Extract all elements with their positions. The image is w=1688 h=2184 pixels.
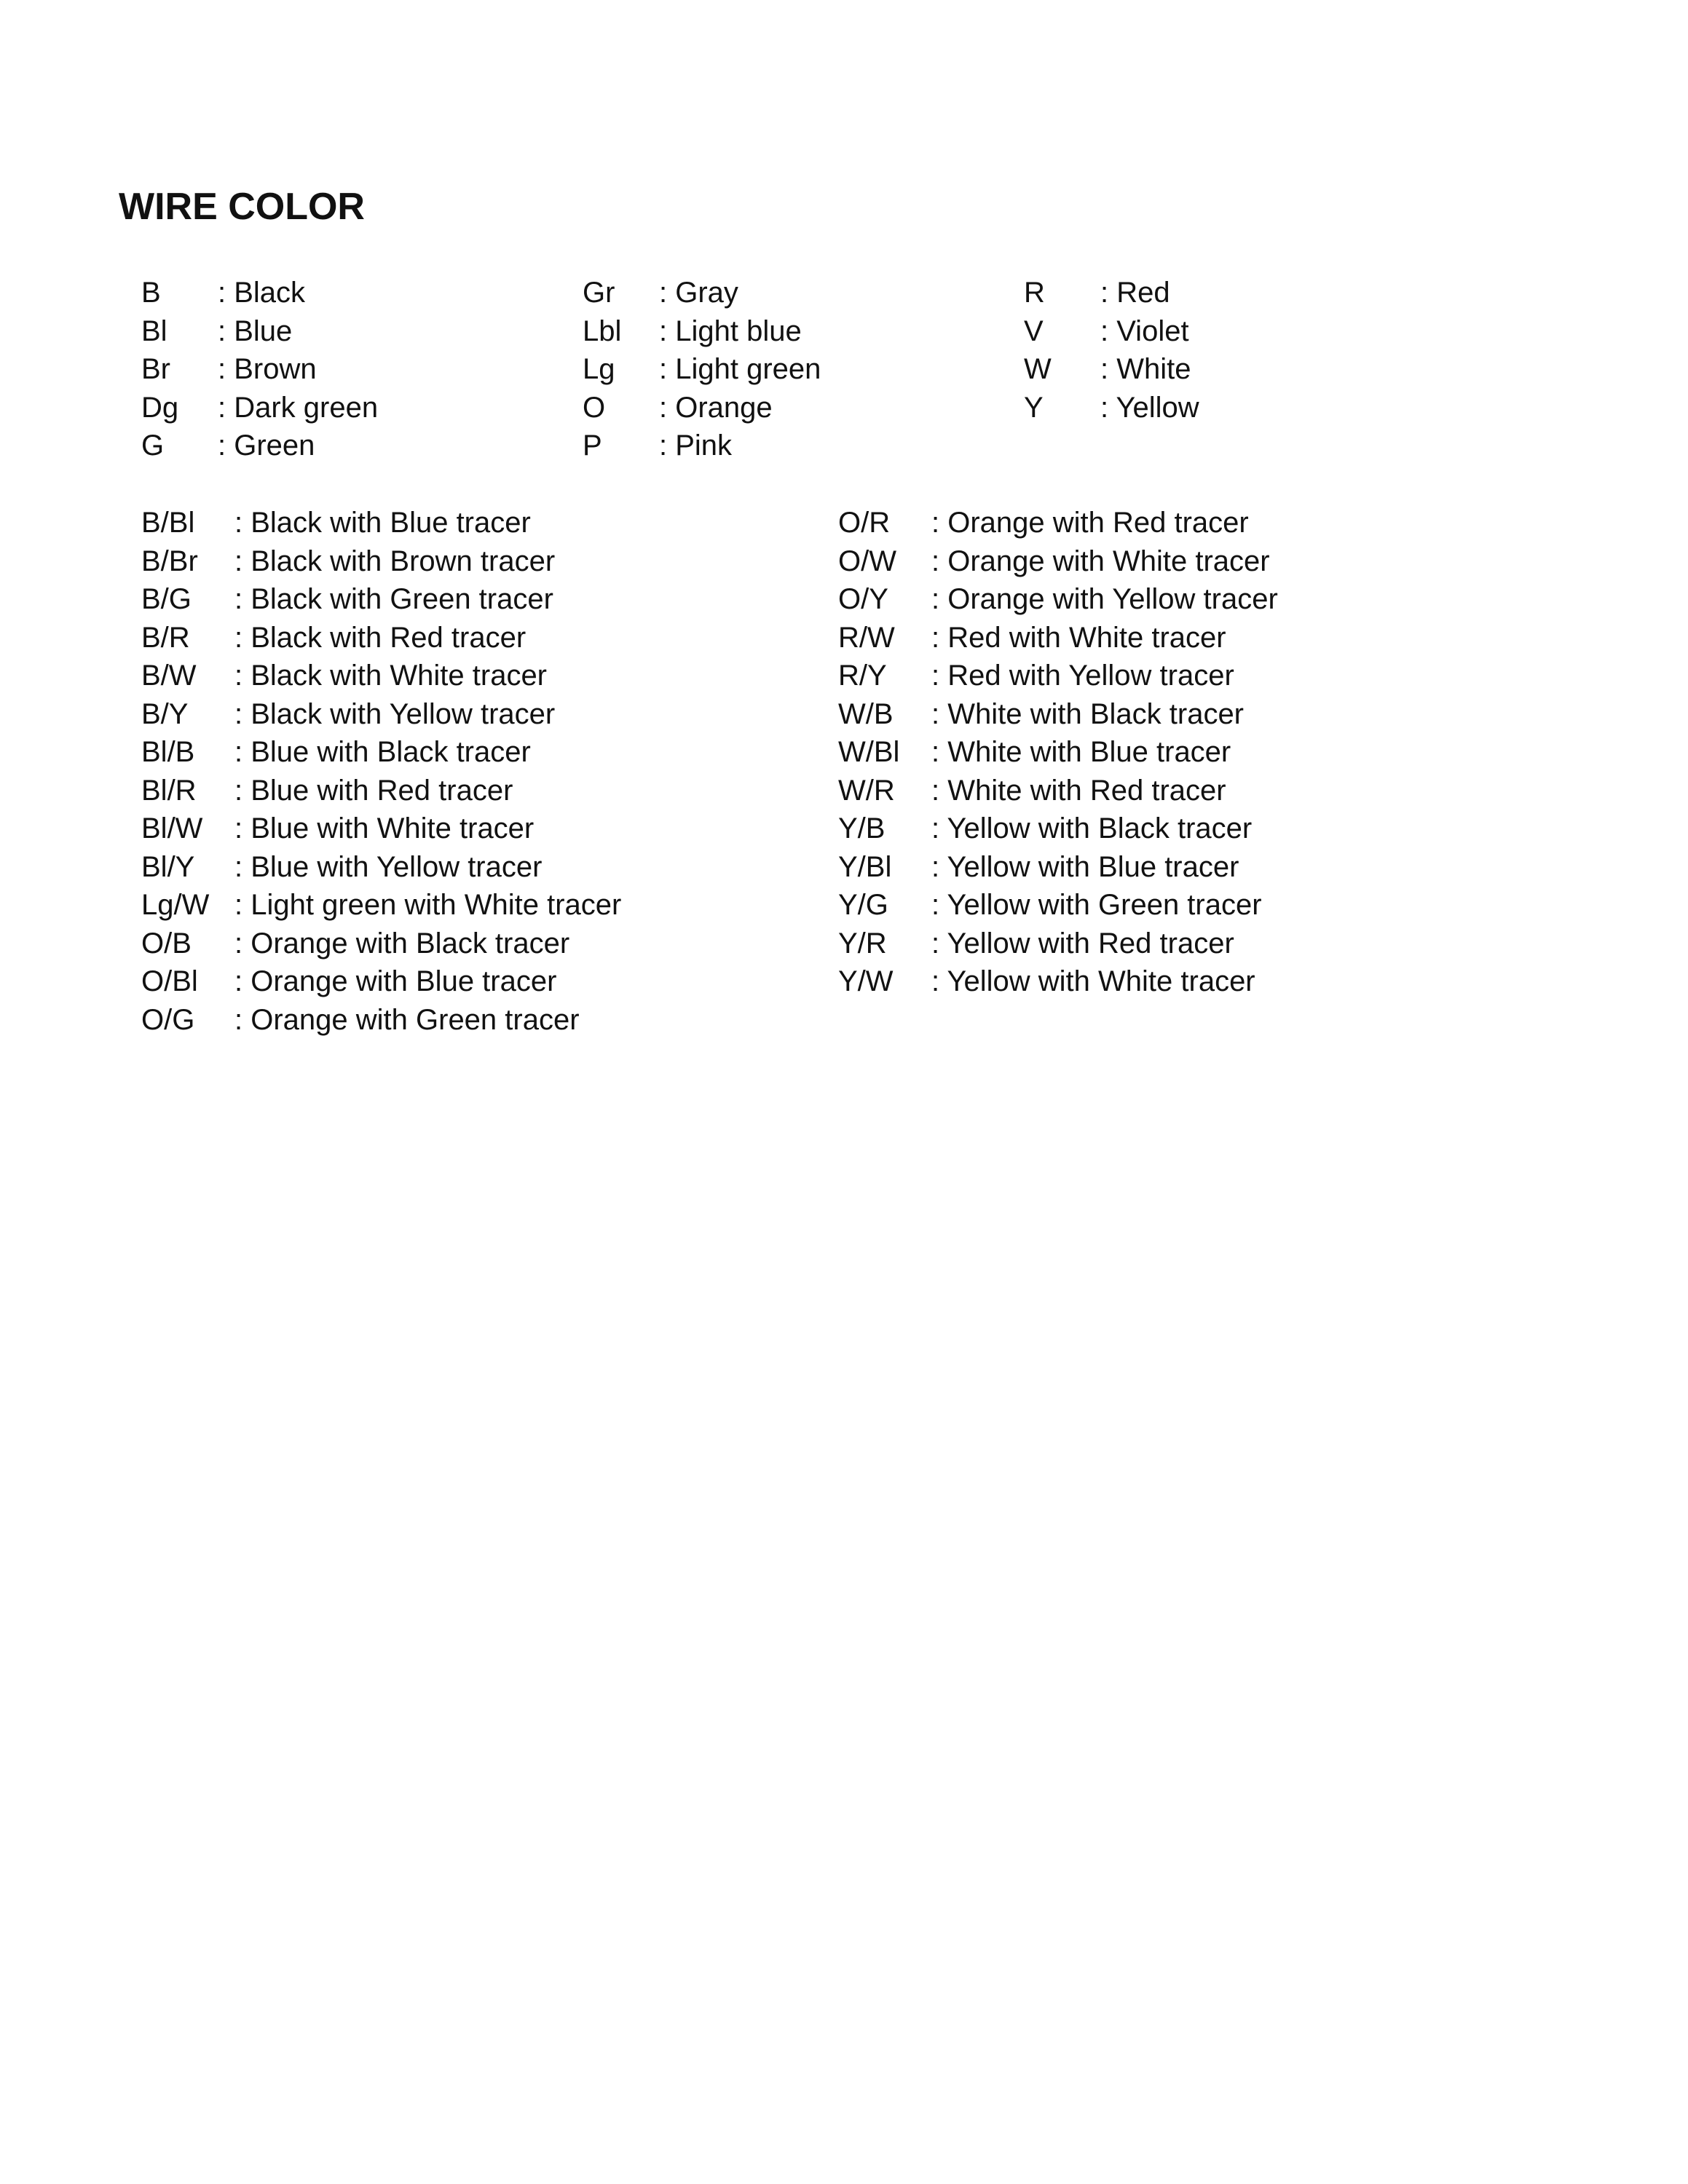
wire-color-description: : Orange with Blue tracer: [234, 965, 557, 997]
wire-color-code: Lbl: [583, 314, 622, 347]
wire-color-code: B/Bl: [141, 507, 195, 539]
wire-color-code: Y/G: [838, 889, 888, 921]
wire-color-code: Y/B: [838, 812, 886, 844]
wire-color-description: : Light blue: [659, 314, 802, 347]
wire-color-code: W/B: [838, 697, 894, 730]
wire-color-description: : Yellow: [1100, 391, 1199, 424]
wire-color-description: : Black with Red tracer: [234, 621, 526, 654]
wire-color-code: O/Y: [838, 583, 888, 615]
wire-color-code: Bl/Y: [141, 850, 195, 883]
wire-color-code: O/R: [838, 507, 891, 539]
wire-color-code: G: [141, 430, 165, 462]
wire-color-code: W/R: [838, 774, 895, 807]
wire-color-description: : White: [1100, 353, 1191, 385]
wire-color-description: : Blue with White tracer: [234, 812, 535, 844]
wire-color-code: B: [141, 277, 161, 309]
wire-color-code: Y/Bl: [838, 850, 892, 883]
wire-color-code: O/Bl: [141, 965, 198, 997]
wire-color-description: : Black with Green tracer: [234, 583, 553, 615]
wire-color-description: : Red with White tracer: [931, 621, 1226, 654]
wire-color-code: R: [1024, 277, 1045, 309]
wire-color-description: : Brown: [218, 353, 317, 385]
wire-color-description: : Orange: [659, 391, 773, 424]
wire-color-code: R/W: [838, 621, 895, 654]
wire-color-code: Y/W: [838, 965, 894, 997]
wire-color-description: : Blue with Red tracer: [234, 774, 513, 807]
wire-color-description: : Black with Blue tracer: [234, 507, 531, 539]
wire-color-code: B/G: [141, 583, 192, 615]
wire-color-description: : Black: [218, 277, 306, 309]
wire-color-code: R/Y: [838, 660, 887, 692]
wire-color-description: : Red with Yellow tracer: [931, 660, 1234, 692]
wire-color-code: W/Bl: [838, 736, 900, 768]
wire-color-code: Bl: [141, 314, 167, 347]
wire-color-description: : Yellow with Green tracer: [931, 889, 1262, 921]
wire-color-code: Bl/B: [141, 736, 195, 768]
wire-color-code: B/R: [141, 621, 190, 654]
wire-color-description: : White with Blue tracer: [931, 736, 1231, 768]
wire-color-description: : Orange with White tracer: [931, 545, 1270, 577]
wire-color-code: O/B: [141, 927, 192, 960]
wire-color-description: : Orange with Green tracer: [234, 1003, 580, 1036]
wire-color-code: W: [1024, 353, 1052, 385]
wire-color-description: : Black with White tracer: [234, 660, 548, 692]
page-title: WIRE COLOR: [119, 186, 365, 228]
wire-color-description: : Black with Brown tracer: [234, 545, 556, 577]
wire-color-code: Lg/W: [141, 889, 210, 921]
wire-color-code: Lg: [583, 353, 615, 385]
wire-color-description: : Dark green: [218, 391, 379, 424]
wire-color-code: Br: [141, 353, 170, 385]
wire-color-code: O/W: [838, 545, 896, 577]
wire-color-code: V: [1024, 314, 1044, 347]
wire-color-description: : Orange with Black tracer: [234, 927, 570, 960]
wire-color-description: : Pink: [659, 430, 733, 462]
wire-color-description: : Red: [1100, 277, 1170, 309]
wire-color-code: B/Br: [141, 545, 198, 577]
wire-color-description: : Yellow with Blue tracer: [931, 850, 1239, 883]
wire-color-code: Gr: [583, 277, 615, 309]
wire-color-description: : Yellow with Black tracer: [931, 812, 1253, 844]
wire-color-description: : Violet: [1100, 314, 1189, 347]
wire-color-description: : Gray: [659, 277, 738, 309]
wire-color-description: : Orange with Yellow tracer: [931, 583, 1278, 615]
wire-color-description: : White with Red tracer: [931, 774, 1226, 807]
wire-color-code: Dg: [141, 391, 179, 424]
wire-color-description: : Black with Yellow tracer: [234, 697, 556, 730]
wire-color-description: : White with Black tracer: [931, 697, 1245, 730]
wire-color-code: Bl/W: [141, 812, 203, 844]
wire-color-code: P: [583, 430, 602, 462]
wire-color-code: Bl/R: [141, 774, 197, 807]
wire-color-description: : Light green with White tracer: [234, 889, 622, 921]
wire-color-code: Y/R: [838, 927, 887, 960]
wire-color-description: : Blue: [218, 314, 293, 347]
wire-color-description: : Blue with Yellow tracer: [234, 850, 543, 883]
wire-color-description: : Green: [218, 430, 315, 462]
wire-color-code: O: [583, 391, 606, 424]
wire-color-description: : Yellow with Red tracer: [931, 927, 1234, 960]
wire-color-code: B/Y: [141, 697, 189, 730]
wire-color-description: : Light green: [659, 353, 821, 385]
wire-color-description: : Yellow with White tracer: [931, 965, 1255, 997]
wire-color-description: : Orange with Red tracer: [931, 507, 1249, 539]
wire-color-code: O/G: [141, 1003, 195, 1036]
wire-color-code: B/W: [141, 660, 197, 692]
wire-color-code: Y: [1024, 391, 1044, 424]
wire-color-description: : Blue with Black tracer: [234, 736, 531, 768]
